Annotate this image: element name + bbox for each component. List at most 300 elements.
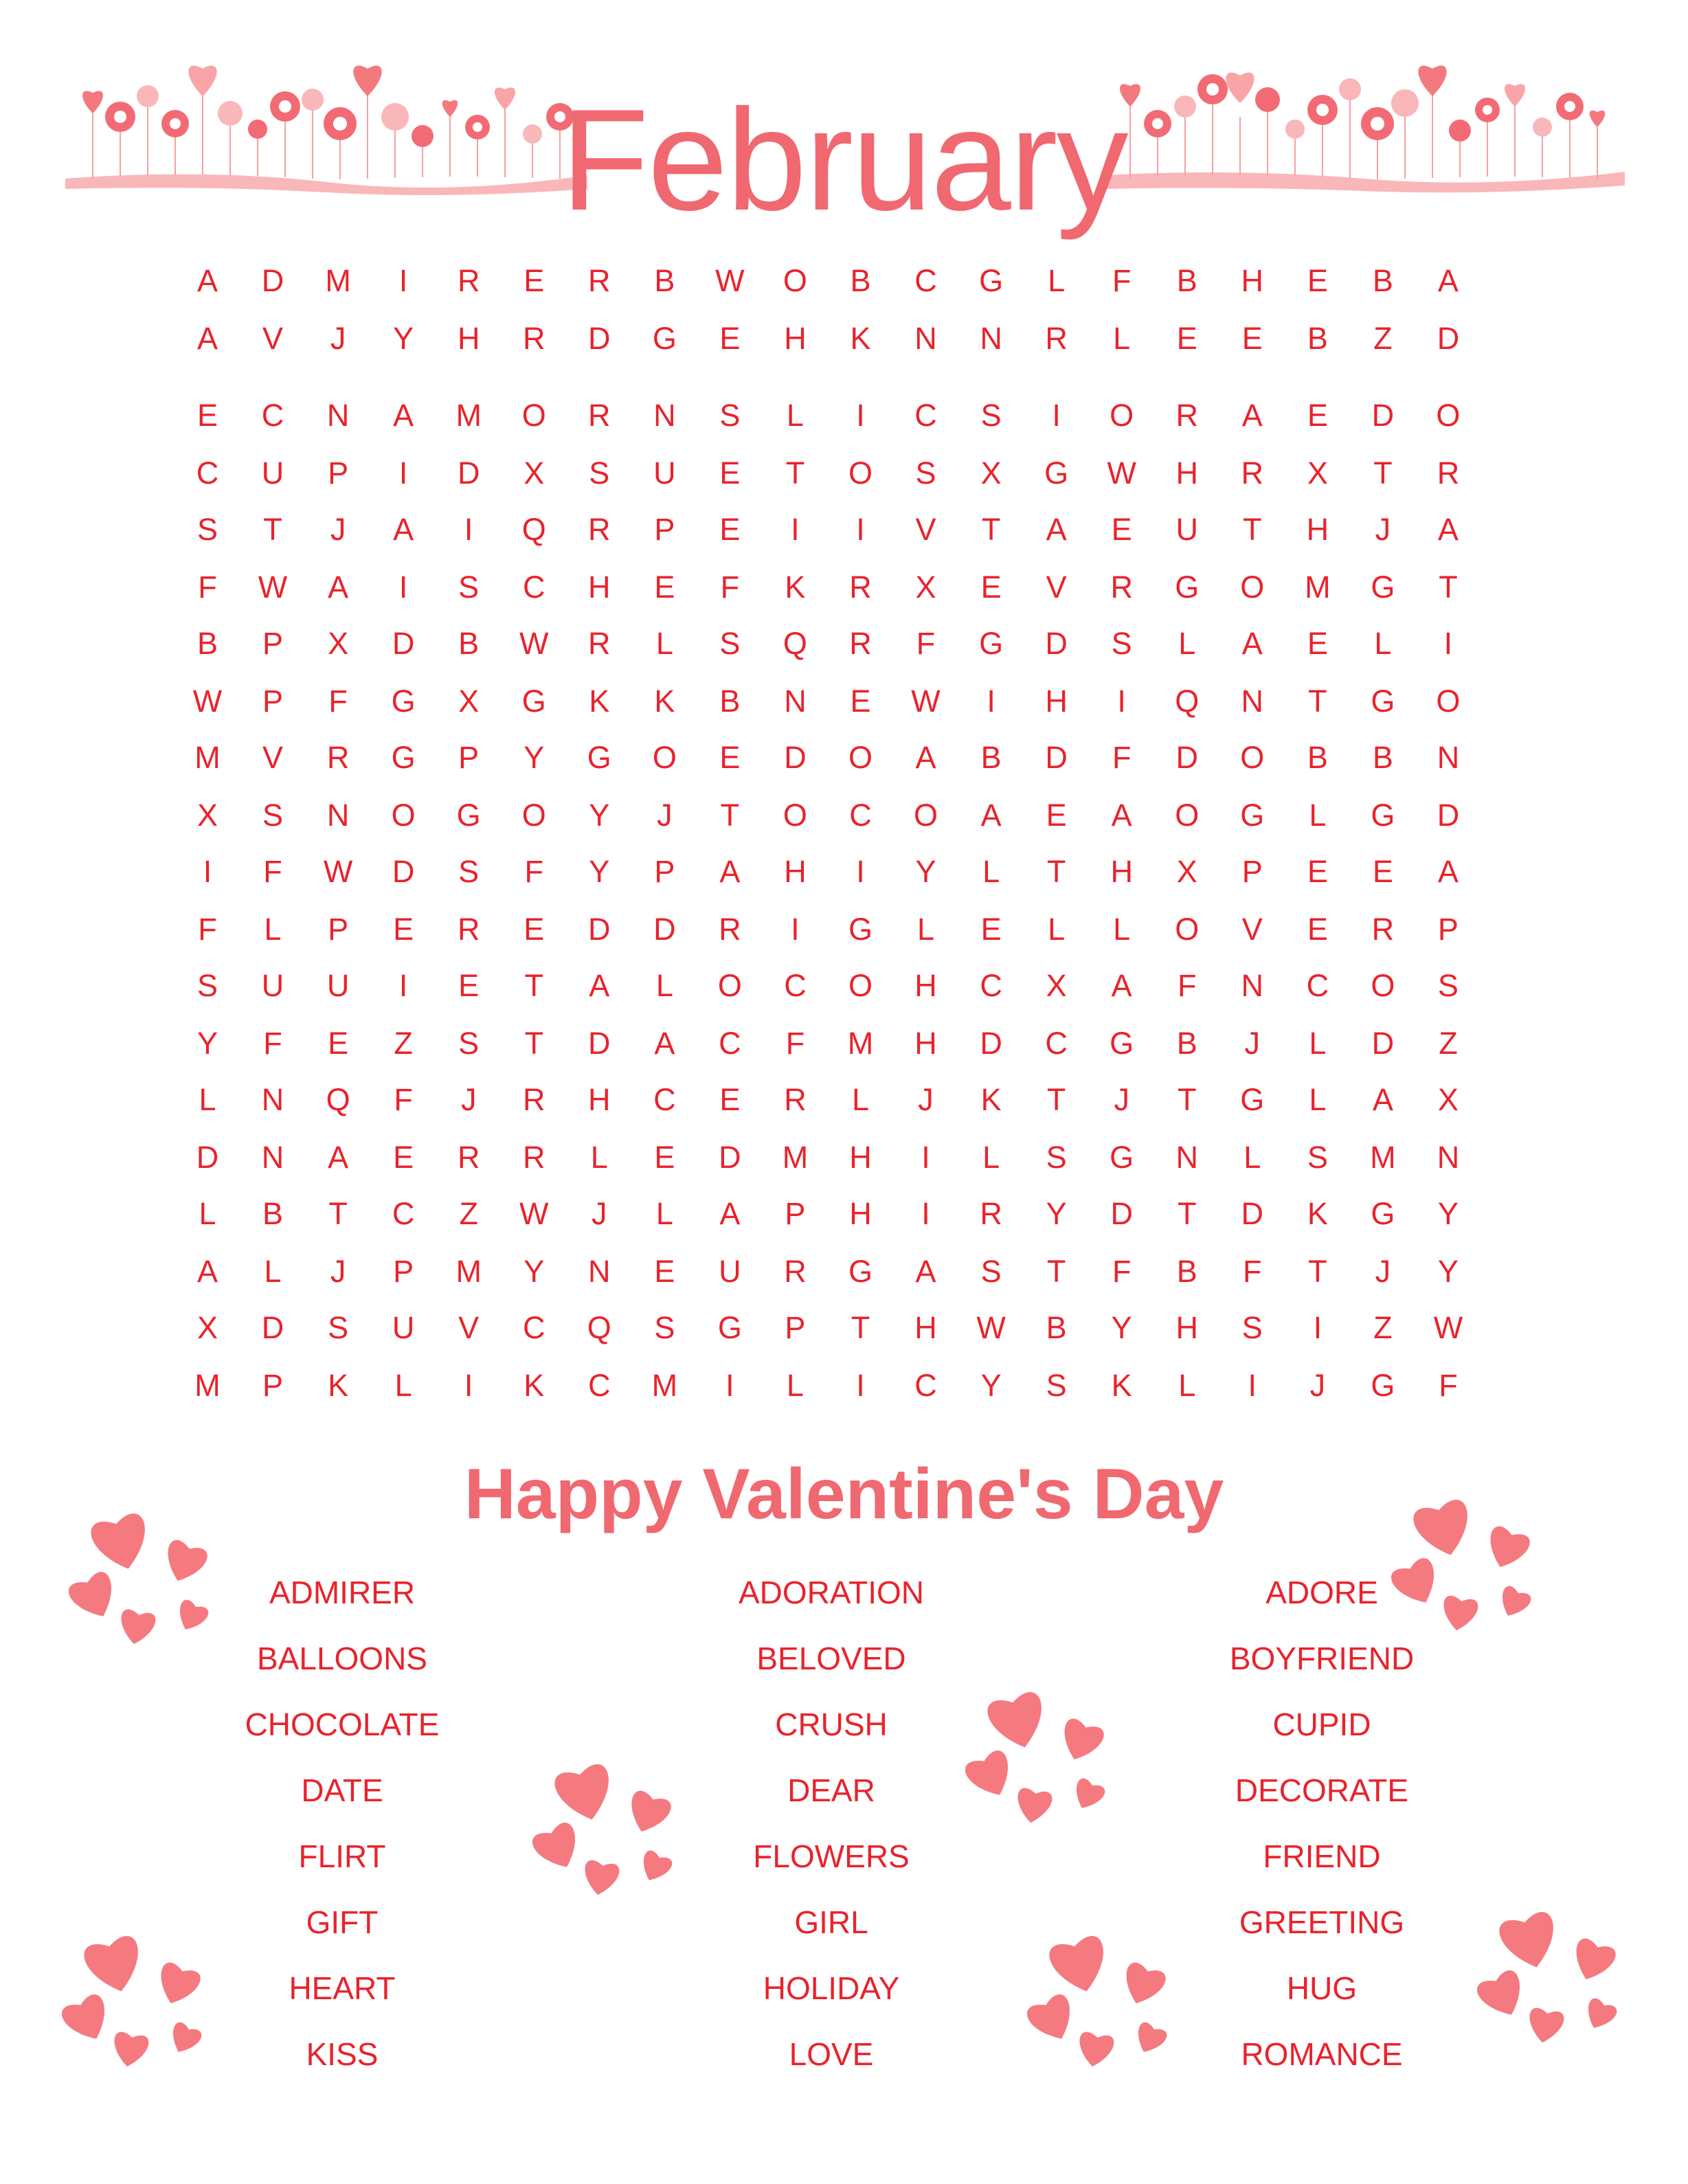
grid-letter: B [196, 626, 218, 661]
grid-letter: R [523, 321, 545, 356]
grid-letter: R [1437, 455, 1460, 491]
grid-letter: L [394, 1368, 412, 1403]
grid-letter: H [1110, 854, 1133, 889]
grid-letter: D [1045, 626, 1068, 661]
grid-letter: R [849, 570, 872, 605]
grid-letter: L [851, 1082, 870, 1117]
grid-letter: E [1307, 263, 1328, 298]
grid-letter: R [588, 398, 611, 433]
grid-letter: G [456, 798, 481, 833]
grid-letter: U [719, 1254, 741, 1289]
grid-letter: L [1309, 1082, 1327, 1117]
grid-letter: J [918, 1082, 934, 1117]
grid-letter: D [261, 263, 284, 298]
grid-letter: E [1241, 321, 1263, 356]
grid-letter: X [328, 626, 349, 661]
grid-letter: V [458, 1310, 480, 1345]
grid-letter: Y [393, 321, 414, 356]
word-list-item: GREETING [1239, 1904, 1405, 1940]
grid-letter: S [196, 512, 218, 547]
grid-letter: O [1240, 570, 1265, 605]
grid-letter: D [1045, 740, 1068, 775]
grid-letter: R [588, 263, 611, 298]
grid-letter: X [980, 455, 1002, 491]
grid-letter: N [326, 798, 350, 833]
grid-letter: N [1241, 684, 1264, 719]
grid-letter: G [1371, 684, 1395, 719]
grid-letter: B [1307, 740, 1328, 775]
grid-letter: X [196, 798, 218, 833]
grid-letter: L [1178, 626, 1196, 661]
grid-letter: P [328, 455, 349, 491]
grid-letter: R [523, 1082, 545, 1117]
grid-letter: T [785, 455, 805, 491]
grid-letter: D [457, 455, 480, 491]
grid-letter: D [1371, 1026, 1395, 1061]
grid-letter: P [785, 1310, 806, 1345]
grid-letter: G [1175, 570, 1200, 605]
grid-letter: H [588, 1082, 611, 1117]
grid-letter: G [391, 740, 416, 775]
grid-letter: O [1371, 968, 1395, 1003]
grid-letter: R [1045, 321, 1068, 356]
grid-letter: B [262, 1196, 284, 1231]
grid-letter: D [392, 854, 415, 889]
grid-letter: J [1244, 1026, 1261, 1061]
grid-letter: M [325, 263, 351, 298]
grid-letter: L [982, 1140, 1000, 1175]
grid-letter: R [1110, 570, 1133, 605]
grid-letter: A [654, 1026, 675, 1061]
grid-letter: Z [394, 1026, 413, 1061]
grid-letter: N [1241, 968, 1264, 1003]
word-list-item: DATE [301, 1772, 383, 1808]
grid-letter: C [980, 968, 1002, 1003]
grid-letter: S [1046, 1368, 1067, 1403]
grid-letter: K [654, 684, 675, 719]
grid-letter: I [1443, 626, 1453, 661]
grid-letter: A [393, 512, 414, 547]
grid-letter: Y [196, 1026, 218, 1061]
grid-letter: Q [326, 1082, 350, 1117]
grid-letter: R [1175, 398, 1198, 433]
grid-letter: D [653, 912, 676, 947]
grid-letter: C [392, 1196, 415, 1231]
grid-letter: C [719, 1026, 741, 1061]
grid-letter: N [653, 398, 676, 433]
grid-letter: R [457, 263, 480, 298]
grid-letter: H [849, 1140, 872, 1175]
grid-letter: E [524, 912, 545, 947]
grid-letter: T [1308, 1254, 1327, 1289]
word-list-item: BALLOONS [257, 1641, 427, 1676]
grid-letter: N [261, 1082, 284, 1117]
grid-letter: O [783, 263, 807, 298]
grid-letter: G [717, 1310, 742, 1345]
grid-letter: G [652, 321, 677, 356]
grid-letter: I [1117, 684, 1126, 719]
grid-letter: D [1437, 798, 1460, 833]
grid-letter: E [1046, 798, 1067, 833]
grid-letter: B [980, 740, 1002, 775]
word-list-item: DEAR [787, 1772, 875, 1808]
word-list-item: CRUSH [775, 1707, 888, 1742]
grid-letter: L [655, 1196, 673, 1231]
grid-letter: G [1371, 1368, 1395, 1403]
grid-letter: O [783, 798, 807, 833]
grid-letter: C [261, 398, 284, 433]
grid-letter: A [1111, 968, 1132, 1003]
word-list-item: HOLIDAY [763, 1970, 900, 2006]
grid-letter: A [1437, 854, 1459, 889]
grid-letter: L [655, 968, 673, 1003]
grid-letter: O [914, 798, 938, 833]
grid-letter: Y [1046, 1196, 1067, 1231]
grid-letter: C [523, 570, 545, 605]
grid-letter: U [392, 1310, 415, 1345]
grid-letter: S [1437, 968, 1459, 1003]
grid-letter: R [523, 1140, 545, 1175]
grid-letter: I [398, 570, 408, 605]
grid-letter: F [198, 570, 217, 605]
grid-letter: S [196, 968, 218, 1003]
grid-letter: A [1437, 263, 1459, 298]
grid-letter: X [1437, 1082, 1459, 1117]
grid-letter: B [1372, 263, 1393, 298]
word-list-item: HEART [289, 1970, 396, 2006]
grid-letter: L [1374, 626, 1392, 661]
grid-letter: B [1176, 1026, 1197, 1061]
grid-letter: H [457, 321, 480, 356]
grid-letter: P [262, 626, 284, 661]
grid-letter: F [263, 1026, 282, 1061]
grid-letter: L [1113, 912, 1131, 947]
grid-letter: S [458, 570, 480, 605]
grid-letter: V [1241, 912, 1263, 947]
grid-letter: C [1306, 968, 1329, 1003]
grid-letter: W [911, 684, 941, 719]
grid-letter: O [717, 968, 742, 1003]
grid-letter: T [1243, 512, 1262, 547]
grid-letter: I [921, 1196, 930, 1231]
grid-letter: F [1112, 1254, 1132, 1289]
grid-letter: B [1176, 263, 1197, 298]
grid-letter: L [1178, 1368, 1196, 1403]
grid-letter: R [1371, 912, 1395, 947]
grid-letter: O [848, 455, 873, 491]
grid-letter: X [1046, 968, 1067, 1003]
grid-letter: F [1243, 1254, 1262, 1289]
grid-letter: R [326, 740, 350, 775]
grid-letter: R [588, 512, 611, 547]
grid-letter: P [1241, 854, 1263, 889]
grid-letter: B [1372, 740, 1393, 775]
grid-letter: R [588, 626, 611, 661]
grid-letter: E [980, 912, 1002, 947]
grid-letter: H [914, 1026, 937, 1061]
word-list-item: LOVE [789, 2036, 874, 2072]
grid-letter: G [521, 684, 546, 719]
grid-letter: S [980, 398, 1002, 433]
grid-letter: W [1433, 1310, 1463, 1345]
grid-letter: T [981, 512, 1001, 547]
grid-letter: F [394, 1082, 413, 1117]
grid-letter: D [1175, 740, 1198, 775]
grid-letter: E [654, 570, 675, 605]
grid-letter: M [455, 398, 482, 433]
grid-letter: J [592, 1196, 607, 1231]
grid-letter: W [1107, 455, 1136, 491]
grid-letter: O [1110, 398, 1134, 433]
grid-letter: B [1046, 1310, 1067, 1345]
grid-letter: S [262, 798, 284, 833]
grid-letter: E [719, 1082, 741, 1117]
grid-letter: U [261, 455, 284, 491]
grid-letter: A [915, 740, 936, 775]
grid-letter: W [519, 1196, 549, 1231]
grid-letter: C [1045, 1026, 1068, 1061]
grid-letter: H [1045, 684, 1068, 719]
grid-letter: T [720, 798, 740, 833]
word-list-item: FLOWERS [753, 1838, 910, 1874]
grid-letter: V [915, 512, 936, 547]
grid-letter: N [784, 684, 807, 719]
grid-letter: E [719, 740, 741, 775]
grid-letter: J [330, 321, 346, 356]
grid-letter: I [398, 263, 408, 298]
word-list-item: CUPID [1272, 1707, 1371, 1742]
grid-letter: L [786, 398, 804, 433]
grid-letter: L [786, 1368, 804, 1403]
grid-letter: C [196, 455, 219, 491]
grid-letter: F [263, 854, 282, 889]
grid-letter: E [850, 684, 871, 719]
grid-letter: C [523, 1310, 545, 1345]
grid-letter: T [263, 512, 282, 547]
grid-letter: A [1241, 626, 1263, 661]
grid-letter: S [458, 854, 480, 889]
grid-letter: F [198, 912, 217, 947]
grid-letter: Y [589, 854, 610, 889]
grid-letter: T [1373, 455, 1393, 491]
word-list-item: BOYFRIEND [1229, 1641, 1415, 1676]
grid-letter: E [1307, 912, 1328, 947]
grid-letter: T [851, 1310, 870, 1345]
grid-letter: L [264, 912, 282, 947]
grid-letter: R [719, 912, 741, 947]
grid-letter: A [980, 798, 1002, 833]
grid-letter: G [848, 1254, 873, 1289]
grid-letter: L [590, 1140, 608, 1175]
grid-letter: S [719, 626, 741, 661]
grid-letter: Y [1437, 1196, 1459, 1231]
grid-letter: F [328, 684, 348, 719]
grid-letter: G [391, 684, 416, 719]
grid-letter: E [458, 968, 480, 1003]
grid-letter: M [455, 1254, 482, 1289]
grid-letter: Y [1111, 1310, 1132, 1345]
grid-letter: G [1110, 1026, 1134, 1061]
grid-letter: L [1309, 798, 1327, 833]
grid-letter: O [1175, 798, 1200, 833]
grid-letter: G [1240, 798, 1265, 833]
grid-letter: Y [915, 854, 936, 889]
grid-letter: W [519, 626, 549, 661]
grid-letter: R [457, 1140, 480, 1175]
grid-letter: F [720, 570, 740, 605]
grid-letter: E [980, 570, 1002, 605]
grid-letter: Y [1437, 1254, 1459, 1289]
grid-letter: I [856, 1368, 865, 1403]
grid-letter: R [1241, 455, 1264, 491]
grid-letter: N [1437, 740, 1460, 775]
grid-letter: F [1178, 968, 1197, 1003]
word-list-item: ADMIRER [269, 1575, 416, 1610]
grid-letter: L [1309, 1026, 1327, 1061]
grid-letter: X [1176, 854, 1197, 889]
grid-letter: S [915, 455, 936, 491]
grid-letter: R [457, 912, 480, 947]
grid-letter: G [1371, 798, 1395, 833]
grid-letter: A [1372, 1082, 1393, 1117]
grid-letter: E [654, 1254, 675, 1289]
grid-letter: M [847, 1026, 874, 1061]
grid-letter: A [328, 570, 349, 605]
grid-letter: L [1048, 263, 1066, 298]
grid-letter: O [1436, 684, 1461, 719]
grid-letter: M [194, 1368, 221, 1403]
grid-letter: R [980, 1196, 1002, 1231]
grid-letter: V [1046, 570, 1067, 605]
grid-letter: N [588, 1254, 611, 1289]
grid-letter: K [785, 570, 806, 605]
grid-letter: G [1240, 1082, 1265, 1117]
grid-letter: F [1112, 263, 1132, 298]
grid-letter: D [1371, 398, 1395, 433]
grid-letter: C [588, 1368, 611, 1403]
grid-letter: L [199, 1082, 216, 1117]
grid-letter: D [784, 740, 807, 775]
grid-letter: N [326, 398, 350, 433]
grid-letter: T [1308, 684, 1327, 719]
word-list-item: CHOCOLATE [245, 1707, 440, 1742]
grid-letter: I [791, 512, 800, 547]
grid-letter: P [262, 684, 284, 719]
grid-letter: E [1176, 321, 1197, 356]
grid-letter: X [1307, 455, 1328, 491]
grid-letter: E [1372, 854, 1393, 889]
grid-letter: N [1437, 1140, 1460, 1175]
grid-letter: S [654, 1310, 675, 1345]
grid-letter: I [856, 398, 865, 433]
grid-letter: Y [524, 740, 545, 775]
grid-letter: H [849, 1196, 872, 1231]
grid-letter: M [194, 740, 221, 775]
grid-letter: C [914, 263, 937, 298]
grid-letter: G [979, 263, 1004, 298]
grid-letter: A [719, 854, 741, 889]
grid-letter: I [464, 1368, 473, 1403]
grid-letter: D [980, 1026, 1002, 1061]
grid-letter: E [393, 1140, 414, 1175]
grid-letter: P [393, 1254, 414, 1289]
grid-letter: S [1046, 1140, 1067, 1175]
grid-letter: T [1178, 1082, 1197, 1117]
grid-letter: U [261, 968, 284, 1003]
grid-letter: I [464, 512, 473, 547]
grid-letter: J [1309, 1368, 1326, 1403]
grid-letter: J [657, 798, 673, 833]
grid-letter: O [521, 398, 546, 433]
grid-letter: B [458, 626, 480, 661]
grid-letter: G [587, 740, 611, 775]
grid-letter: W [258, 570, 288, 605]
grid-letter: O [391, 798, 416, 833]
grid-letter: I [987, 684, 995, 719]
grid-letter: C [784, 968, 807, 1003]
grid-letter: D [1110, 1196, 1133, 1231]
grid-letter: A [393, 398, 414, 433]
grid-letter: D [261, 1310, 284, 1345]
grid-letter: D [588, 912, 611, 947]
grid-letter: S [1307, 1140, 1328, 1175]
grid-letter: Y [980, 1368, 1002, 1403]
grid-letter: F [916, 626, 936, 661]
grid-letter: E [654, 1140, 675, 1175]
grid-letter: M [651, 1368, 678, 1403]
grid-letter: E [719, 455, 741, 491]
grid-letter: R [849, 626, 872, 661]
grid-letter: F [785, 1026, 805, 1061]
grid-letter: I [725, 1368, 734, 1403]
grid-letter: B [654, 263, 675, 298]
grid-letter: M [782, 1140, 809, 1175]
grid-letter: S [1111, 626, 1132, 661]
grid-letter: I [398, 455, 408, 491]
grid-letter: K [589, 684, 610, 719]
grid-letter: S [719, 398, 741, 433]
grid-letter: G [848, 912, 873, 947]
grid-letter: M [1305, 570, 1331, 605]
grid-letter: I [856, 512, 865, 547]
grid-letter: T [524, 968, 543, 1003]
word-list-item: BELOVED [756, 1641, 906, 1676]
grid-letter: I [203, 854, 212, 889]
word-list-item: FLIRT [298, 1838, 386, 1874]
grid-letter: C [914, 398, 937, 433]
grid-letter: A [719, 1196, 741, 1231]
grid-letter: T [328, 1196, 348, 1231]
word-list-item: KISS [306, 2036, 379, 2072]
grid-letter: A [1241, 398, 1263, 433]
grid-letter: J [1375, 1254, 1391, 1289]
grid-letter: I [1313, 1310, 1323, 1345]
grid-letter: X [196, 1310, 218, 1345]
grid-letter: J [330, 1254, 346, 1289]
subtitle: Happy Valentine's Day [464, 1454, 1224, 1534]
grid-letter: W [976, 1310, 1006, 1345]
grid-letter: I [856, 854, 865, 889]
grid-letter: B [1307, 321, 1328, 356]
grid-letter: G [1371, 1196, 1395, 1231]
grid-letter: G [1371, 570, 1395, 605]
grid-letter: E [719, 321, 741, 356]
word-list-item: ADORATION [738, 1575, 925, 1610]
grid-letter: A [1437, 512, 1459, 547]
grid-letter: X [915, 570, 936, 605]
grid-letter: J [1375, 512, 1391, 547]
grid-letter: E [328, 1026, 349, 1061]
